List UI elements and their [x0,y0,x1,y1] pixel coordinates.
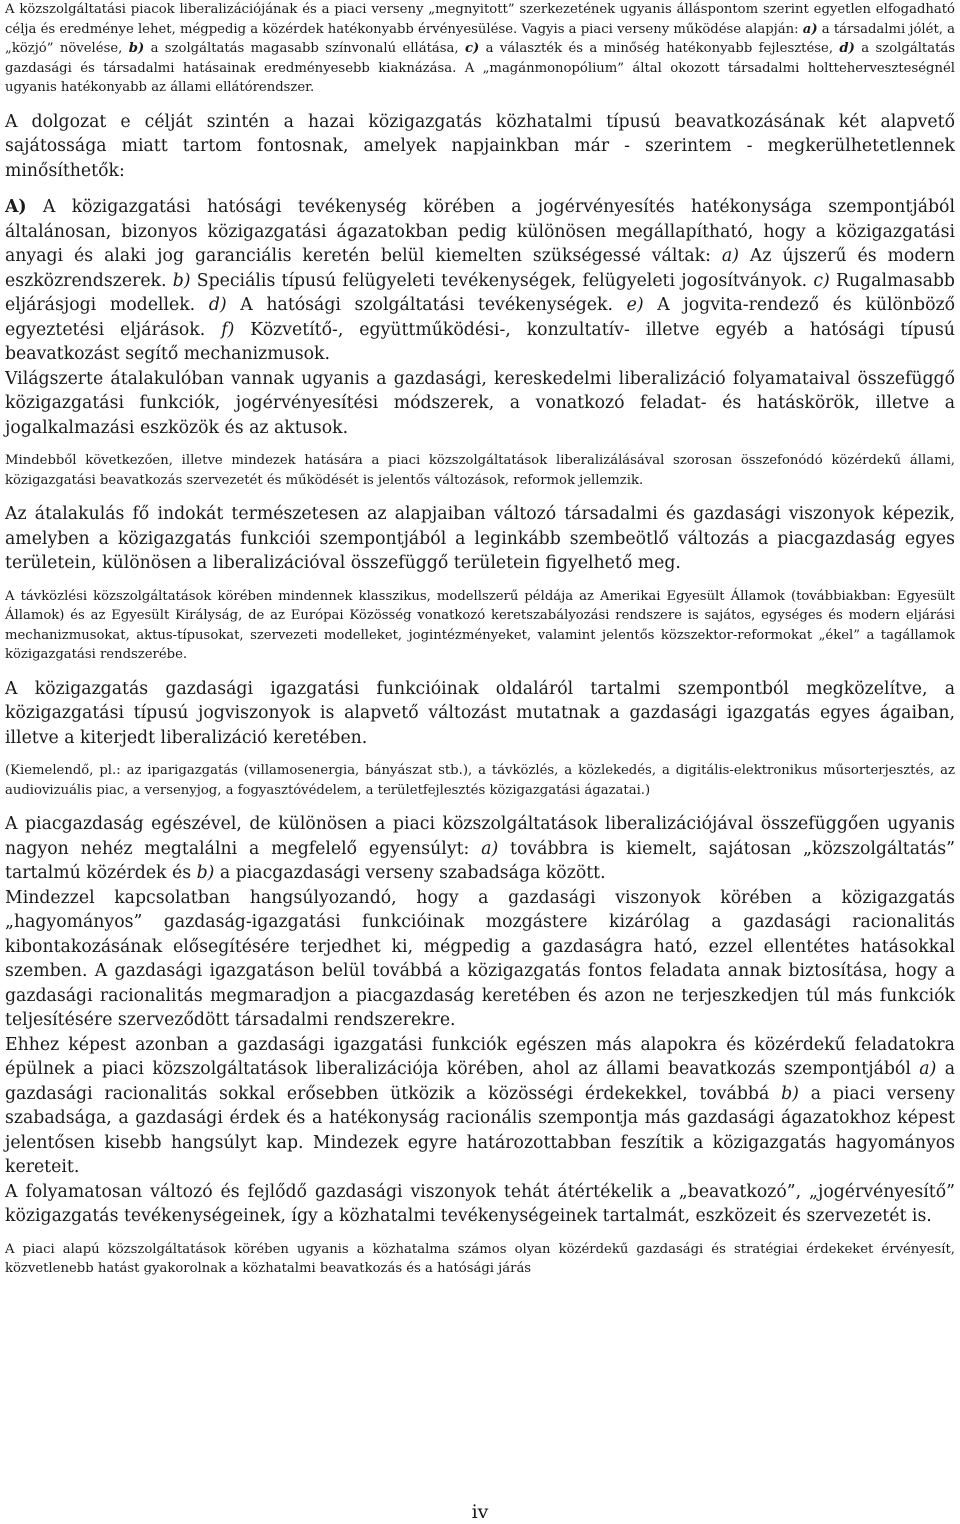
text-run: a szolgáltatás magasabb színvonalú ellátása, [144,41,465,56]
text-run: (Kiemelendő, pl.: az iparigazgatás (villamosenergia, bányászat stb.), a távközlés, a közlekedés, a digitális-elektronikus műsorterjesztés, az audiovizuális piac, a versenyjog, a fogyasztóvédelem, a területfejlesztés közigazgatási ágazatai.) [5,763,955,798]
text-run: Mindezzel kapcsolatban hangsúlyozandó, hogy a gazdasági viszonyok körében a közigazgatás „hagyományos” gazdaság-igazgatási funkcióinak mozgástere kizárólag a gazdasági racionalitás kibontakozásának elősegítésére terjedhet ki, mégpedig a gazdaságra ható, ezzel ellentétes hatásokkal szemben. A gazdasági igazgatáson belül továbbá a közigazgatás fontos feladata annak biztosítása, hogy a gazdasági racionalitás megmaradjon a piacgazdaság keretében és azon ne terjeszkedjen túl más funkciók teljesítésére szerveződött társadalmi rendszerekre. [5,887,955,1030]
text-run: A távközlési közszolgáltatások körében mindennek klasszikus, modellszerű példája az Amerikai Egyesült Államok (továbbiakban: Egyesült Államok) és az Egyesült Királyság, de az Európai Közösség vonatkozó keretszabályozási rendszere is sajátos, egységes és modern eljárási mechanizmusokat, aktus-típusokat, szervezeti modelleket, jogintézményeket, valamint jelentős közszektor-reformokat „ékel” a tagállamok közigazgatási rendszerébe. [5,588,955,662]
text-run: A közszolgáltatási piacok liberalizációjának és a piaci verseny „megnyitott” szerkezetének ugyanis álláspontom szerint egyetlen elfogadható célja és eredménye lehet, mégpedig a közérdek hatékonyabb érvényesülése. Vagyis a piaci verseny működése alapján: [5,2,955,37]
list-marker: b) [196,863,215,883]
text-run: Közvetítő-, együttműködési-, konzultatív- illetve egyéb a hatósági típusú beavatkozást segítő mechanizmusok. [5,319,955,364]
text-run: Világszerte átalakulóban vannak ugyanis a gazdasági, kereskedelmi liberalizáció folyamataival összefüggő közigazgatási funkciók, jogérvényesítési módszerek, a vonatkozó feladat- és hatáskörök, illetve a jogalkalmazási eszközök és az aktusok. [5,368,955,438]
paragraph [5,451,955,490]
text-run: A dolgozat e célját szintén a hazai közigazgatás közhatalmi típusú beavatkozásának két alapvető sajátossága miatt tartom fontosnak, amelyek napjainkban már - szerintem - megkerülhetetlennek minősíthetők: [5,111,955,181]
body-text [5,0,955,1279]
text-run: a társadalmi jólét, a „közjó” növelése, [5,21,956,56]
text-run: továbbra is kiemelt, sajátosan „közszolgáltatás” tartalmú közérdek és [5,838,955,883]
text-run: Mindebből következően, illetve mindezek hatására a piaci közszolgáltatások liberalizálásával szorosan összefonódó közérdekű állami, közigazgatási beavatkozás szervezetét és működését is jelentős változások, reformok jellemzik. [5,453,955,488]
text-run: A hatósági szolgáltatási tevékenységek. [226,295,627,315]
paragraph [5,587,955,665]
list-marker: a) [721,246,739,266]
paragraph [5,367,955,441]
text-run: a szolgáltatás gazdasági és társadalmi hatásainak eredményesebb kiaknázása. A „magánmonopólium” által okozott társadalmi holtteherveszteségnél ugyanis hatékonyabb az állami ellátórendszer. [5,41,955,95]
text-run: Az újszerű és modern eszközrendszerek. [5,246,956,291]
list-marker: b) [781,1083,799,1104]
text-run: A közigazgatás gazdasági igazgatási funkcióinak oldaláról tartalmi szempontból megközelítve, a közigazgatási típusú jogviszonyok is alapvető változást mutatnak a gazdasági igazgatás egyes ágaiban, illetve a kiterjedt liberalizáció keretében. [5,678,955,748]
text-run: A piacgazdaság egészével, de különösen a piaci közszolgáltatások liberalizációjával összefüggően ugyanis nagyon nehéz megtalálni a megfelelő egyensúlyt: [5,814,955,859]
text-run: A piaci alapú közszolgáltatások körében ugyanis a közhatalma számos olyan közérdekű gazdasági és stratégiai érdekeket érvényesít, közvetlenebb hatást gyakorolnak a közhatalmi beavatkozás és a hatósági járás [5,1241,955,1276]
paragraph [5,195,955,367]
list-marker: A) [5,197,27,217]
text-run: A közigazgatási hatósági tevékenység körében a jogérvényesítés hatékonysága szempontjából általánosan, bizonyos közigazgatási ágazatokban pedig különösen megállapítható, hogy a közigazgatási anyagi és alaki jog garanciális keretén belül kiemelten szükségessé váltak: [5,197,955,266]
paragraph [5,1180,955,1229]
list-marker: b) [128,41,145,56]
text-run: Az átalakulás fő indokát természetesen az alapjaiban változó társadalmi és gazdasági viszonyok képezik, amelyben a közigazgatás funkciói szempontjából a leginkább szembeötlő változás a piacgazdaság egyes területein, különösen a liberalizációval összefüggő területein figyelhető meg. [5,504,955,573]
list-marker: e) [626,295,644,315]
text-run: A folyamatosan változó és fejlődő gazdasági viszonyok tehát átértékelik a „beavatkozó”, „jogérvényesítő” közigazgatás tevékenységeinek, így a közhatalmi tevékenységeinek tartalmát, eszközeit és szervezetét is. [5,1181,955,1226]
list-marker: a) [919,1059,937,1079]
list-marker: c) [464,41,480,56]
text-run: a piaci verseny szabadsága, a gazdasági érdek és a hatékonyság racionális szempontja más gazdasági ágazatokhoz képest jelentősen kisebb hangsúlyt kap. Mindezek egyre határozottabban feszítik a közigazgatás hagyományos kereteit. [5,1083,955,1177]
text-run: Rugalmasabb eljárásjogi modellek. [5,270,955,315]
text-run: A jogvita-rendező és különböző egyeztetési eljárások. [5,295,956,340]
paragraph [5,1033,955,1180]
text-run: Ehhez képest azonban a gazdasági igazgatási funkciók egészen más alapokra és közérdekű feladatokra épülnek a piaci közszolgáltatások liberalizációja körében, ahol az állami beavatkozás szempontjából [5,1034,955,1079]
paragraph [5,812,955,886]
list-marker: f) [221,319,235,340]
paragraph [5,677,955,751]
paragraph [5,110,955,184]
paragraph [5,502,955,576]
list-marker: b) [172,270,191,291]
list-marker: c) [813,270,830,291]
page-number: iv [471,1501,489,1523]
text-run: Speciális típusú felügyeleti tevékenységek, felügyeleti jogosítványok. [190,270,814,291]
paragraph [5,0,955,98]
text-run: a gazdasági racionalitás sokkal erősebben ütközik a közösségi érdekekkel, továbbá [5,1059,956,1104]
paragraph [5,761,955,800]
list-marker: a) [481,838,499,859]
list-marker: d) [208,295,227,315]
paragraph [5,1240,955,1279]
list-marker: d) [839,41,855,56]
list-marker: a) [802,21,818,37]
text-run: a választék és a minőség hatékonyabb fejlesztése, [479,41,840,56]
paragraph [5,886,955,1033]
text-run: a piacgazdasági verseny szabadsága között. [214,863,606,883]
